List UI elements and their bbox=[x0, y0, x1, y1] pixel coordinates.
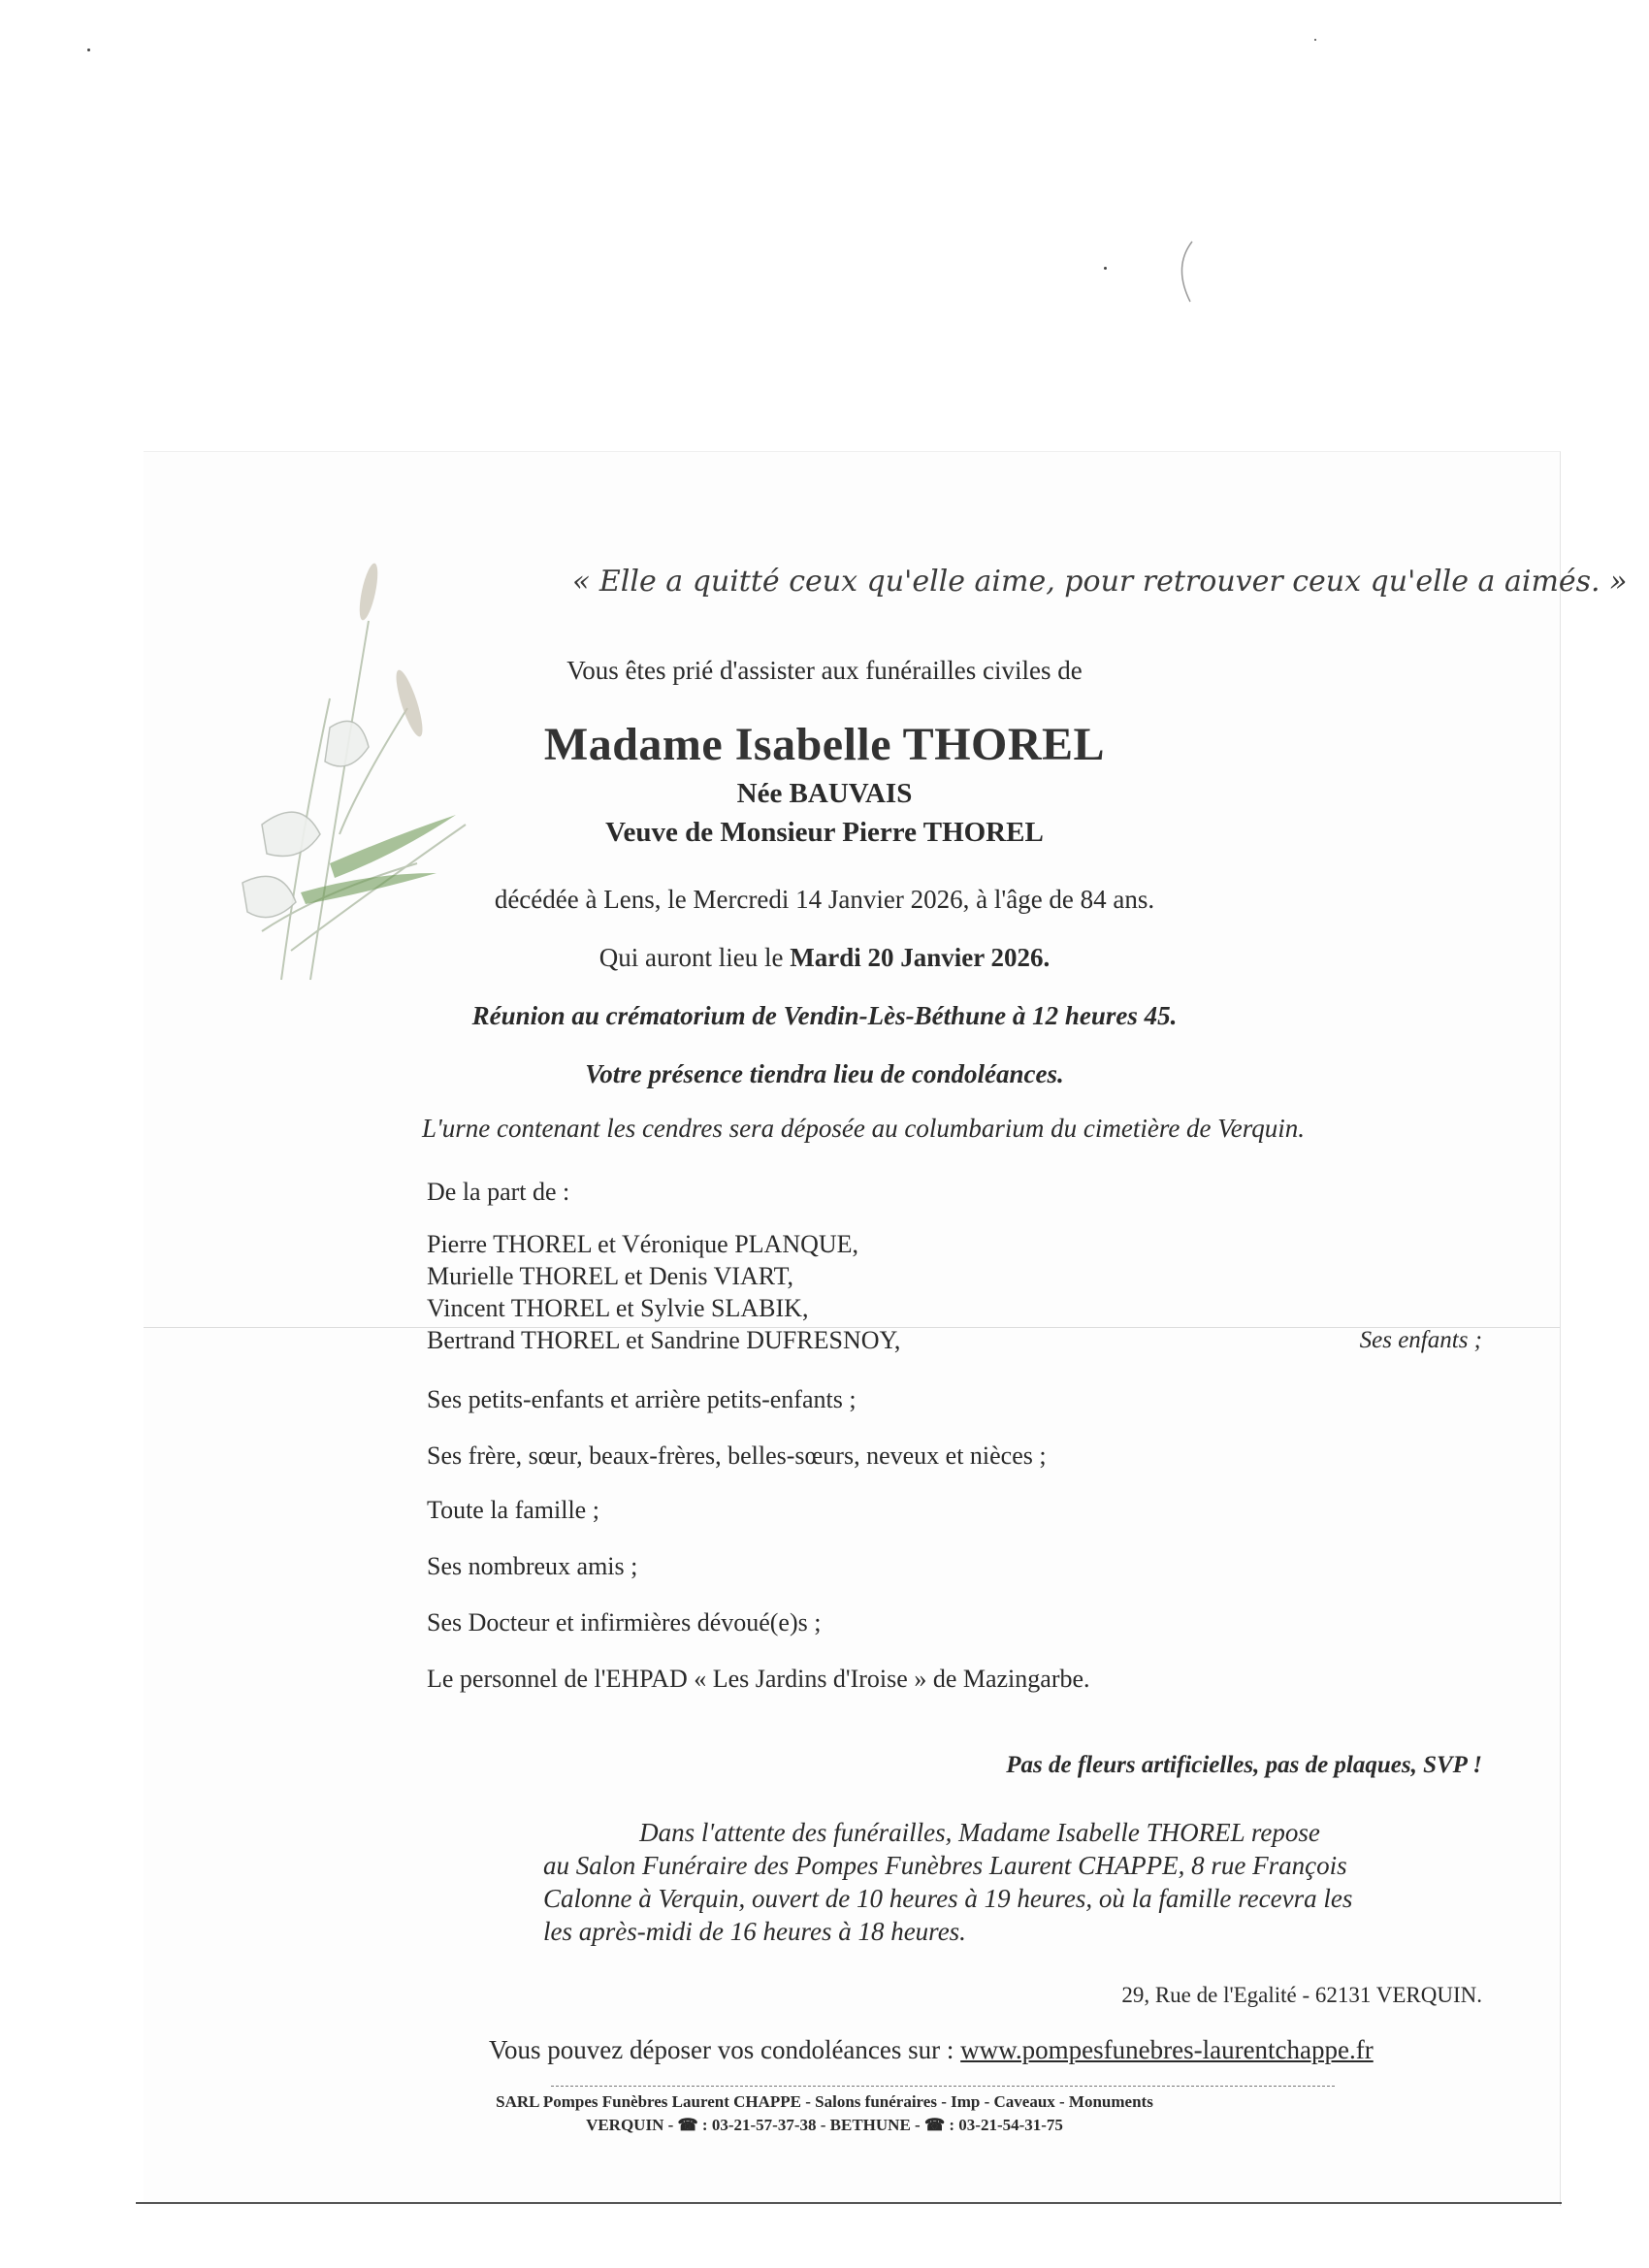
card-bottom-edge bbox=[136, 2202, 1562, 2204]
viewing-line: les après-midi de 16 heures à 18 heures. bbox=[543, 1917, 966, 1946]
condolences-link[interactable]: www.pompesfunebres-laurentchappe.fr bbox=[960, 2035, 1374, 2064]
family-line: Ses frère, sœur, beaux-frères, belles-sœurs, neveux et nièces ; bbox=[427, 1442, 1047, 1470]
child-line: Murielle THOREL et Denis VIART, bbox=[427, 1262, 794, 1290]
invitation-intro: Vous êtes prié d'assister aux funérailles civiles de bbox=[566, 656, 1083, 685]
footer-divider bbox=[551, 2086, 1335, 2087]
family-line: Le personnel de l'EHPAD « Les Jardins d'Iroise » de Mazingarbe. bbox=[427, 1665, 1090, 1693]
scan-speck bbox=[87, 49, 90, 51]
funeral-date bbox=[0, 943, 1649, 973]
scan-speck bbox=[1314, 39, 1316, 41]
funeral-date-prefix: Qui auront lieu le bbox=[598, 943, 791, 972]
viewing-line: Calonne à Verquin, ouvert de 10 heures à 19 heures, où la famille recevra les bbox=[543, 1884, 1353, 1913]
child-line: Pierre THOREL et Véronique PLANQUE, bbox=[427, 1230, 859, 1258]
deceased-name: Madame Isabelle THOREL bbox=[543, 719, 1106, 770]
condolences-line bbox=[489, 2035, 1374, 2065]
scan-speck bbox=[1104, 267, 1107, 270]
epitaph-quote: « Elle a quitté ceux qu'elle aime, pour retrouver ceux qu'elle a aimés. » bbox=[572, 565, 1628, 599]
death-details: décédée à Lens, le Mercredi 14 Janvier 2026, à l'âge de 84 ans. bbox=[494, 885, 1155, 914]
footer-company: SARL Pompes Funèbres Laurent CHAPPE - Salons funéraires - Imp - Caveaux - Monuments bbox=[496, 2092, 1153, 2111]
no-flowers-note: Pas de fleurs artificielles, pas de plaques, SVP ! bbox=[1006, 1752, 1482, 1778]
family-line: Ses Docteur et infirmières dévoué(e)s ; bbox=[427, 1608, 822, 1636]
condolences-prefix: Vous pouvez déposer vos condoléances sur : bbox=[489, 2035, 961, 2064]
family-line: Ses petits-enfants et arrière petits-enfants ; bbox=[427, 1385, 857, 1413]
children-label: Ses enfants ; bbox=[1359, 1327, 1482, 1353]
presence-note: Votre présence tiendra lieu de condoléances. bbox=[585, 1059, 1064, 1088]
maiden-name: Née BAUVAIS bbox=[736, 778, 913, 809]
child-line: Vincent THOREL et Sylvie SLABIK, bbox=[427, 1294, 809, 1322]
funeral-date-value: Mardi 20 Janvier 2026. bbox=[790, 943, 1051, 972]
urn-note: L'urne contenant les cendres sera déposée au columbarium du cimetière de Verquin. bbox=[421, 1114, 1306, 1143]
viewing-details bbox=[543, 1816, 1416, 1948]
gathering-location: Réunion au crématorium de Vendin-Lès-Béthune à 12 heures 45. bbox=[471, 1001, 1178, 1030]
from-heading: De la part de : bbox=[427, 1178, 570, 1206]
family-line: Ses nombreux amis ; bbox=[427, 1552, 638, 1580]
family-line: Toute la famille ; bbox=[427, 1496, 599, 1524]
child-line: Bertrand THOREL et Sandrine DUFRESNOY, bbox=[427, 1326, 901, 1354]
widow-of: Veuve de Monsieur Pierre THOREL bbox=[605, 817, 1044, 848]
viewing-line: Dans l'attente des funérailles, Madame Isabelle THOREL repose bbox=[639, 1818, 1320, 1847]
scan-mark-arc bbox=[1169, 238, 1198, 306]
footer-phones: VERQUIN - ☎ : 03-21-57-37-38 - BETHUNE - ☎ : 03-21-54-31-75 bbox=[586, 2116, 1063, 2134]
funeral-home-address: 29, Rue de l'Egalité - 62131 VERQUIN. bbox=[1121, 1983, 1482, 2007]
viewing-line: au Salon Funéraire des Pompes Funèbres Laurent CHAPPE, 8 rue François bbox=[543, 1851, 1347, 1880]
